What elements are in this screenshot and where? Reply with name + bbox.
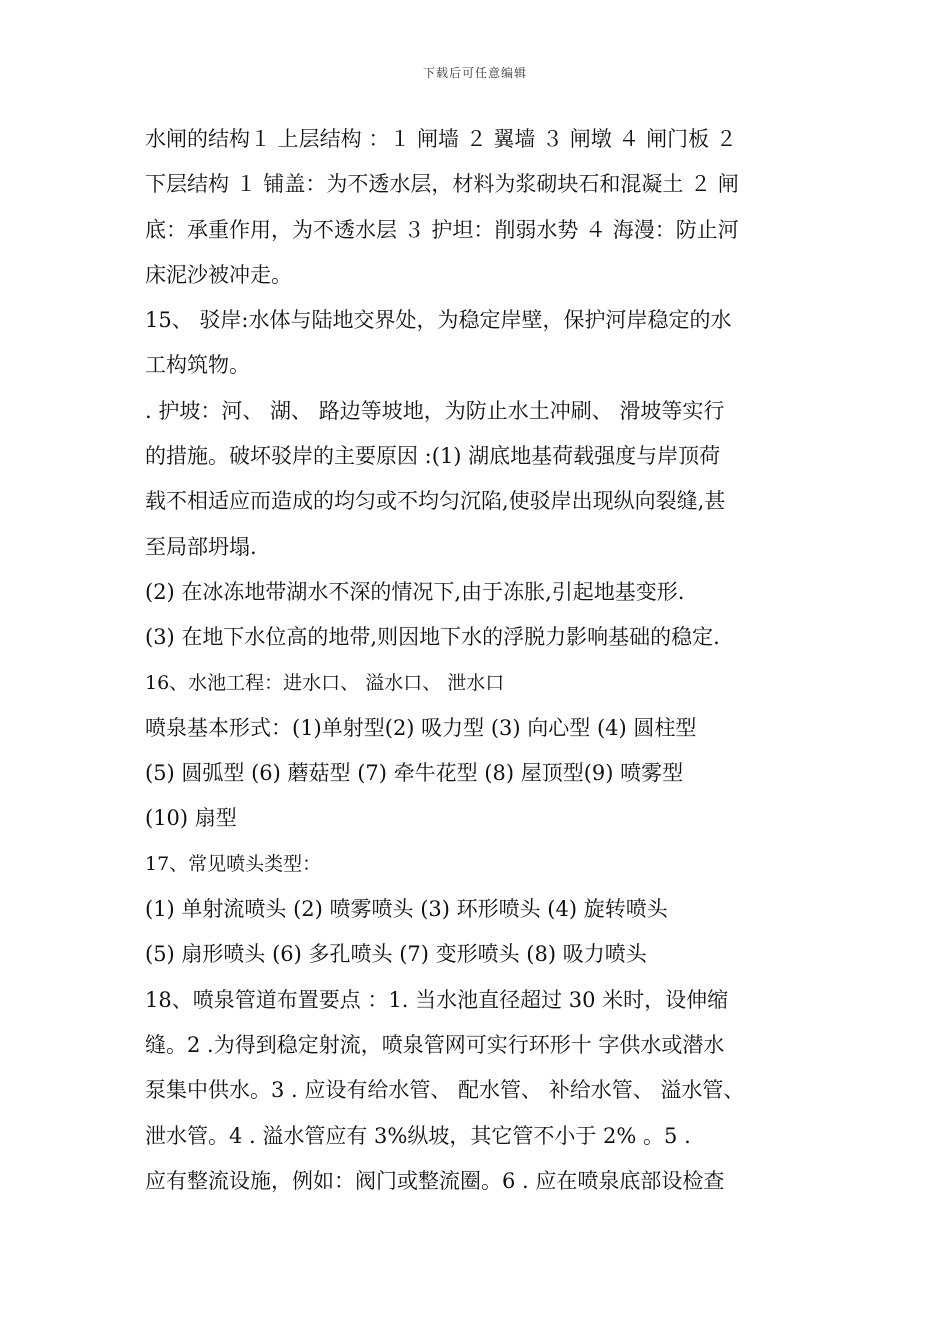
section-heading-18: 18、喷泉管道布置要点 ：1. 当水池直径超过 30 米时，设伸缩 bbox=[145, 987, 729, 1012]
text-line: 应有整流设施，例如：阀门或整流圈。6 . 应在喷泉底部设检查 bbox=[145, 1168, 725, 1193]
text-line: 工构筑物。 bbox=[145, 353, 250, 378]
text-line: 水闸的结构１ 上层结构 ：１ 闸墙 ２ 翼墙 ３ 闸墩 ４ 闸门板 ２ bbox=[145, 127, 737, 151]
page-header: 下载后可任意编辑 bbox=[422, 66, 527, 80]
text-line: 缝。2 .为得到稳定射流，喷泉管网可实行环形十 字供水或潜水 bbox=[145, 1032, 725, 1057]
text-line: 泄水管。4 . 溢水管应有 3%纵坡，其它管不小于 2% 。5 . bbox=[145, 1123, 691, 1148]
text-line: 的措施。破坏驳岸的主要原因 :(1) 湖底地基荷载强度与岸顶荷 bbox=[145, 444, 721, 469]
text-line: 下层结构 １ 铺盖：为不透水层，材料为浆砌块石和混凝土 ２ 闸 bbox=[145, 172, 739, 197]
text-line: . 护坡：河、 湖、 路边等坡地，为防止水土冲刷、 滑坡等实行 bbox=[145, 398, 725, 423]
text-line: (10) 扇型 bbox=[145, 806, 237, 831]
text-line: 喷泉基本形式：(1)单射型(2) 吸力型 (3) 向心型 (4) 圆柱型 bbox=[145, 715, 697, 740]
section-heading-17: 17、常见喷头类型： bbox=[145, 852, 322, 875]
text-line: (1) 单射流喷头 (2) 喷雾喷头 (3) 环形喷头 (4) 旋转喷头 bbox=[145, 897, 668, 922]
section-heading-16: 16、水池工程：进水口、 溢水口、 泄水口 bbox=[145, 671, 505, 694]
text-line: 底：承重作用，为不透水层 ３ 护坦：削弱水势 ４ 海漫：防止河 bbox=[145, 217, 739, 242]
text-line: (2) 在冰冻地带湖水不深的情况下,由于冻胀,引起地基变形. bbox=[145, 579, 685, 604]
document-body bbox=[145, 117, 810, 1204]
text-line: 泵集中供水。3 . 应设有给水管、 配水管、 补给水管、 溢水管、 bbox=[145, 1078, 745, 1103]
text-line: 至局部坍塌. bbox=[145, 534, 257, 559]
text-line: (5) 圆弧型 (6) 蘑菇型 (7) 牵牛花型 (8) 屋顶型(9) 喷雾型 bbox=[145, 761, 684, 786]
text-line: (5) 扇形喷头 (6) 多孔喷头 (7) 变形喷头 (8) 吸力喷头 bbox=[145, 942, 647, 967]
text-line: 床泥沙被冲走。 bbox=[145, 262, 292, 287]
text-line: (3) 在地下水位高的地带,则因地下水的浮脱力影响基础的稳定. bbox=[145, 625, 720, 650]
text-line: 15、 驳岸:水体与陆地交界处，为稳定岸壁，保护河岸稳定的水 bbox=[145, 308, 732, 333]
text-line: 载不相适应而造成的均匀或不均匀沉陷,使驳岸出现纵向裂缝,甚 bbox=[145, 489, 726, 514]
